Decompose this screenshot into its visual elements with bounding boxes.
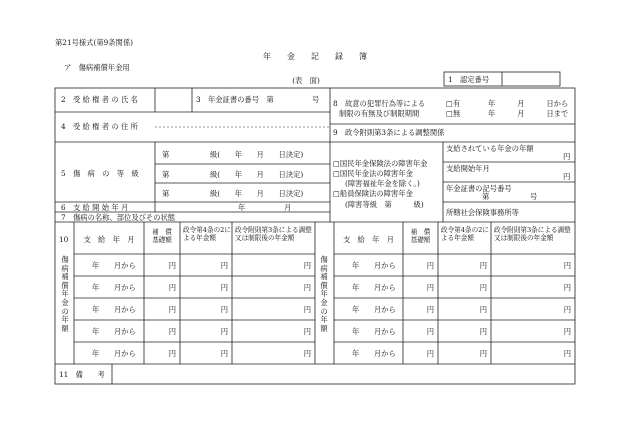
payment-start-label: 6 支 給 開 始 年 月 [61, 203, 129, 212]
grade-text-2: 級( 年 月 日決定) [210, 170, 304, 179]
cert-mark-label: 年金証書の記号番号 [446, 184, 512, 193]
payment-start-month: 月 [284, 203, 292, 212]
table-row-right-4-month: 年 月から [352, 327, 396, 336]
restriction-no-checkbox[interactable]: □無 [446, 109, 461, 118]
table-row-left-2-adjust-yen: 円 [303, 283, 311, 292]
form-category: ア 傷病補償年金用 [64, 63, 130, 72]
recipient-address-field[interactable] [156, 113, 329, 141]
col-month-left: 支 給 年 月 [83, 235, 135, 244]
table-row-right-2-adjust-yen: 円 [563, 283, 571, 292]
table-row-left-5-base-yen: 円 [168, 349, 176, 358]
table-row-left-3-rule4-yen: 円 [220, 305, 228, 314]
col-base-left: 補 償 基礎額 [152, 228, 179, 244]
table-row-right-2-month: 年 月から [352, 283, 396, 292]
table-row-right-3-month: 年 月から [352, 305, 396, 314]
national-pension-checkbox[interactable]: □国民年金法の障害年金 [333, 169, 413, 178]
col-month-right: 支 給 年 月 [342, 235, 395, 244]
table-row-left-3-base-yen: 円 [168, 305, 176, 314]
col-adjust-right: 政令附則第3条による調整又は制限後の年金額 [494, 226, 571, 242]
restriction-to: 年 月 日まで [488, 109, 569, 118]
table-row-right-2-rule4-yen: 円 [479, 283, 487, 292]
table-row-right-4-adjust-yen: 円 [563, 327, 571, 336]
table-row-left-4-rule4-yen: 円 [220, 327, 228, 336]
paid-amount-label: 支給されている年金の年額 [446, 144, 534, 153]
table-row-number-left: 10 [59, 235, 69, 244]
table-row-right-3-base-yen: 円 [426, 305, 434, 314]
recipient-address-label: 4 受 給 権 者 の 住 所 [61, 122, 138, 131]
table-row-left-4-month: 年 月から [92, 327, 136, 336]
remarks-field[interactable] [113, 365, 574, 383]
table-row-left-5-rule4-yen: 円 [220, 349, 228, 358]
recipient-name-field[interactable] [156, 89, 191, 111]
table-row-left-2-base-yen: 円 [168, 283, 176, 292]
table-row-right-5-month: 年 月から [352, 349, 396, 358]
table-row-right-3-rule4-yen: 円 [479, 305, 487, 314]
cert-number-field[interactable] [503, 73, 559, 85]
table-row-left-5-adjust-yen: 円 [303, 349, 311, 358]
injury-description-label: 7 傷病の名称、部位及びその状態 [61, 213, 176, 222]
restriction-label-2: 制限の有無及び制限期間 [339, 109, 420, 118]
national-pension-insurance-checkbox[interactable]: □国民年金保険法の障害年金 [333, 159, 428, 168]
table-row-left-3-month: 年 月から [92, 305, 136, 314]
social-insurance-office-label: 所轄社会保険事務所等 [446, 208, 519, 217]
injury-grade-label: 5 傷 病 の 等 級 [61, 169, 139, 178]
table-row-left-2-month: 年 月から [92, 283, 136, 292]
remarks-label: 11 備 考 [59, 370, 105, 379]
col-adjust-left: 政令附則第3条による調整又は制限後の年金額 [235, 226, 312, 242]
national-pension-note: (障害福祉年金を除く。) [345, 179, 420, 188]
grade-prefix-3: 第 [162, 189, 170, 198]
paid-amount-yen: 円 [563, 152, 571, 161]
table-row-left-4-adjust-yen: 円 [303, 327, 311, 336]
table-side-label-right: 傷病補償年金の年額 [320, 255, 328, 333]
table-row-left-2-rule4-yen: 円 [220, 283, 228, 292]
restriction-yes-checkbox[interactable]: □有 [446, 99, 461, 108]
table-row-right-1-rule4-yen: 円 [479, 261, 487, 270]
certificate-number-label: 3 年金証書の番号 第 [196, 95, 274, 104]
table-row-left-1-rule4-yen: 円 [220, 261, 228, 270]
col-base-right: 補 償 基礎額 [410, 228, 437, 244]
table-row-right-4-rule4-yen: 円 [479, 327, 487, 336]
paid-start-label: 支給開始年月 [446, 164, 490, 173]
table-row-left-5-month: 年 月から [92, 349, 136, 358]
seamen-insurance-checkbox[interactable]: □船員保険法の障害年金 [333, 189, 413, 198]
table-row-right-1-base-yen: 円 [426, 261, 434, 270]
grade-prefix-1: 第 [162, 150, 170, 159]
table-row-right-5-adjust-yen: 円 [563, 349, 571, 358]
grade-text-1: 級( 年 月 日決定) [210, 150, 304, 159]
cert-number-label: 1 認定番号 [448, 75, 490, 84]
table-row-left-1-month: 年 月から [92, 261, 136, 270]
col-rule4-right: 政令第4条の2による年金額 [441, 226, 489, 242]
grade-prefix-2: 第 [162, 170, 170, 179]
table-row-left-3-adjust-yen: 円 [303, 305, 311, 314]
side-label: (表 面) [292, 76, 320, 85]
paid-start-yen: 円 [563, 172, 571, 181]
form-title: 年 金 記 録 簿 [263, 52, 367, 61]
grade-text-3: 級( 年 月 日決定) [210, 189, 304, 198]
table-row-left-4-base-yen: 円 [168, 327, 176, 336]
table-row-left-1-adjust-yen: 円 [303, 261, 311, 270]
table-row-right-5-base-yen: 円 [426, 349, 434, 358]
restriction-label-1: 8 故意の犯罪行為等による [333, 99, 426, 108]
table-row-right-5-rule4-yen: 円 [479, 349, 487, 358]
disability-grade-note: (障害等級 第 級) [345, 200, 424, 209]
table-row-right-2-base-yen: 円 [426, 283, 434, 292]
col-rule4-left: 政令第4条の2による年金額 [183, 226, 231, 242]
restriction-from: 年 月 日から [488, 99, 569, 108]
table-side-label-left: 傷病補償年金の年額 [61, 255, 69, 333]
form-number: 第21号様式(第9条関係) [55, 38, 133, 47]
table-row-right-3-adjust-yen: 円 [563, 305, 571, 314]
cert-mark-dai: 第 [482, 192, 490, 201]
adjustment-label: 9 政令附則第3条による調整関係 [333, 128, 445, 137]
cert-mark-go: 号 [530, 192, 538, 201]
table-row-right-1-adjust-yen: 円 [563, 261, 571, 270]
recipient-name-label: 2 受 給 権 者 の 氏 名 [61, 95, 138, 104]
table-row-left-1-base-yen: 円 [168, 261, 176, 270]
table-row-right-1-month: 年 月から [352, 261, 396, 270]
certificate-number-suffix: 号 [312, 95, 320, 104]
payment-start-year: 年 [238, 203, 246, 212]
table-row-right-4-base-yen: 円 [426, 327, 434, 336]
